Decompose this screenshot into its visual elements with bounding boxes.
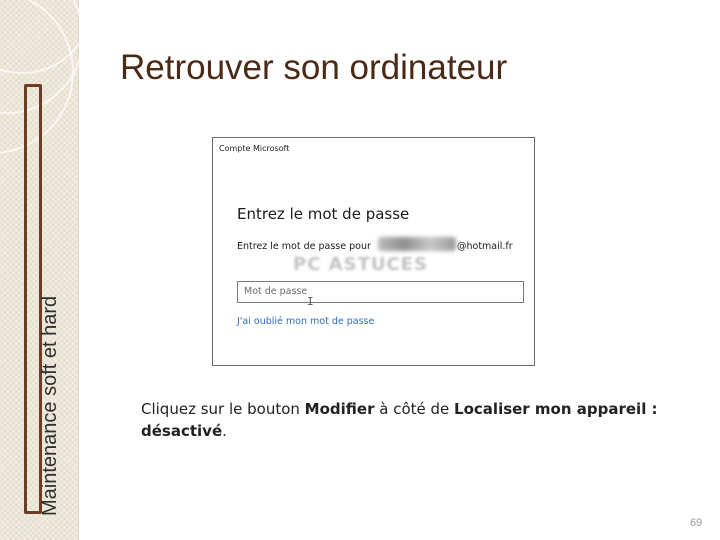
dialog-header: Compte Microsoft [219,144,290,153]
watermark: PC ASTUCES [293,254,428,275]
email-domain: @hotmail.fr [457,241,513,252]
caption-text: à côté de [374,400,455,418]
microsoft-account-dialog [212,137,535,366]
caption-bold-modifier: Modifier [304,400,375,418]
dialog-heading: Entrez le mot de passe [237,205,410,223]
password-input[interactable]: Mot de passe [237,281,524,303]
dialog-instruction: Entrez le mot de passe pour [237,241,371,252]
caption-text: Cliquez sur le bouton [141,400,305,418]
page-number: 69 [690,517,703,529]
forgot-password-link[interactable]: J'ai oublié mon mot de passe [237,316,375,327]
slide-caption [141,398,681,442]
blurred-email [378,237,456,251]
caption-bold-locate: Localiser mon appareil : désactivé [141,400,658,440]
caption-text: . [222,422,227,440]
text-cursor-icon: I [307,295,314,308]
vertical-section-title: Maintenance soft et hard [39,295,61,516]
slide-title: Retrouver son ordinateur [120,48,508,87]
